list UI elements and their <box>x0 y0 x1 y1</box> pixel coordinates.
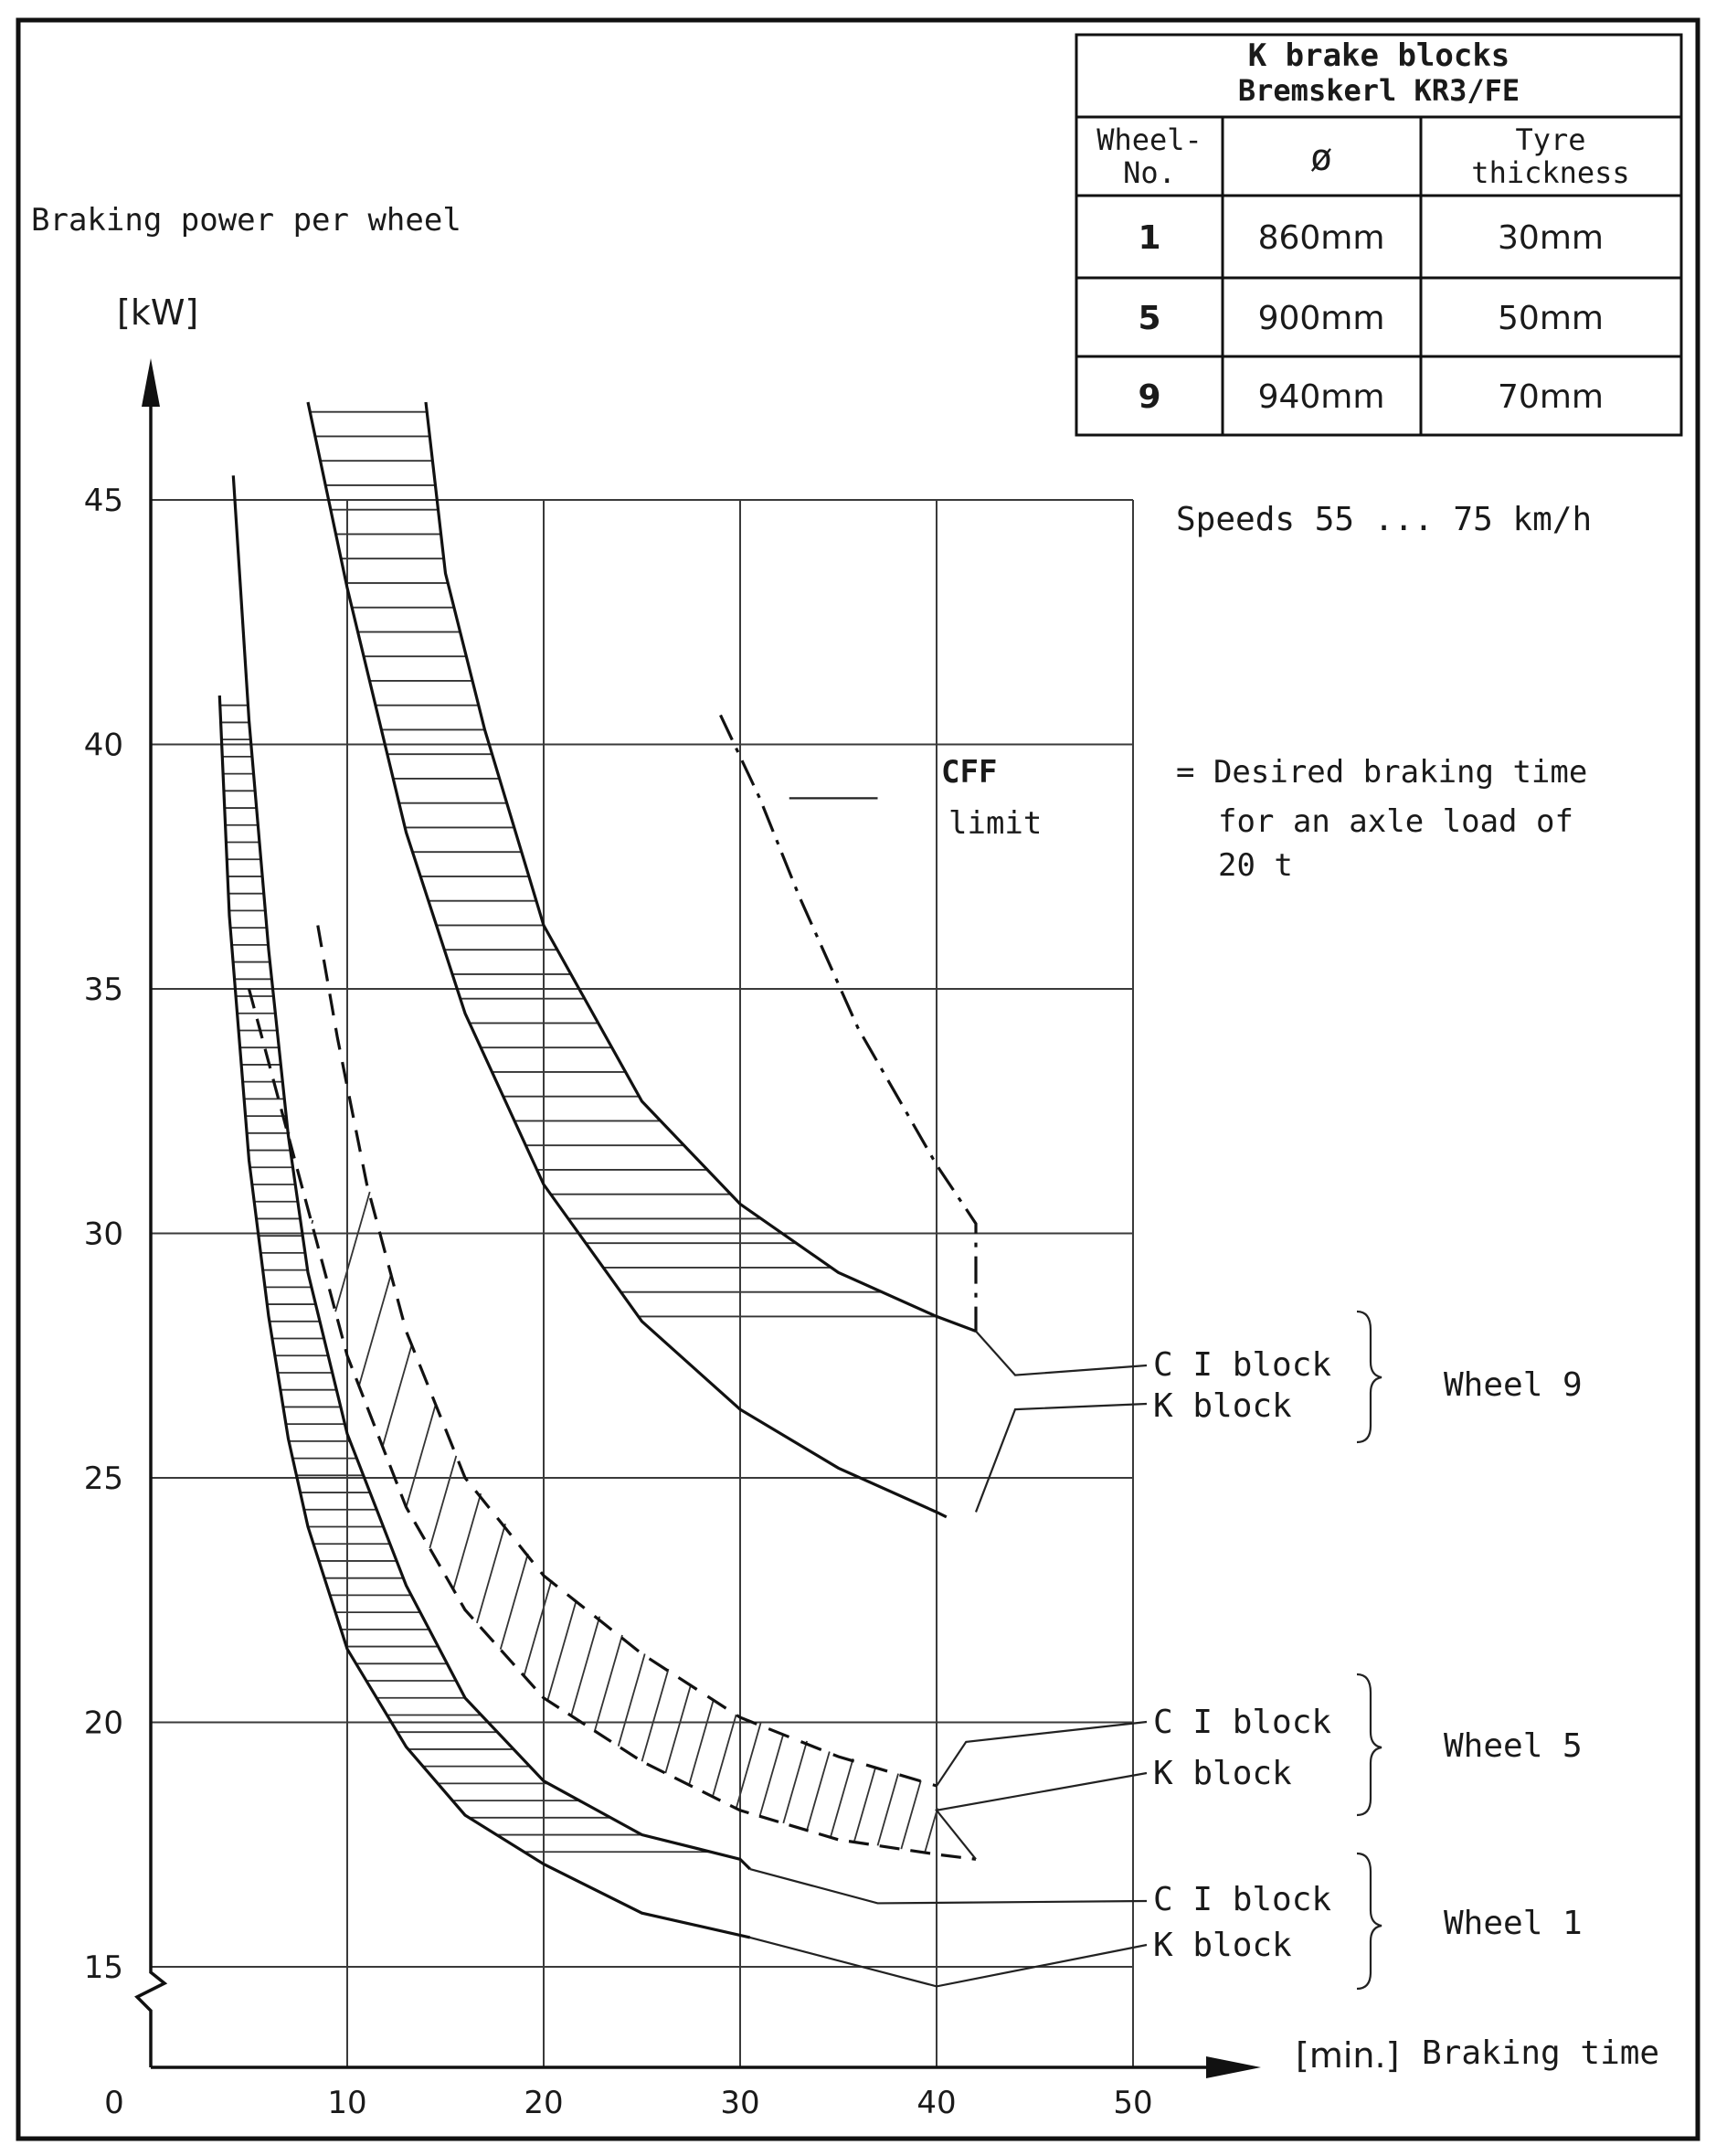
hatch-wheel5 <box>335 1192 370 1312</box>
hatch-wheel5 <box>429 1456 456 1548</box>
hatch-wheel5 <box>571 1617 599 1716</box>
hatch-wheel5 <box>783 1741 807 1823</box>
y-tick-label: 45 <box>83 483 123 519</box>
table-cell: 70mm <box>1498 378 1604 416</box>
wheel5-k-label: K block <box>1153 1755 1292 1792</box>
hatch-wheel5 <box>760 1734 784 1816</box>
cff-label-line2: limit <box>948 805 1043 842</box>
hatch-wheel5 <box>547 1601 576 1701</box>
y-tick-label: 35 <box>83 972 123 1008</box>
label-leader <box>976 1332 1147 1375</box>
y-tick-labels <box>84 483 123 1986</box>
speed-subtitle: Speeds 55 ... 75 km/h <box>1176 501 1593 538</box>
label-leader <box>750 1869 1147 1903</box>
note-line-3: 20 t <box>1218 847 1293 884</box>
x-tick-label: 50 <box>1113 2085 1153 2121</box>
curve-cff-limit <box>721 715 977 1331</box>
y-tick-label: 40 <box>83 727 123 764</box>
grid-layer <box>151 500 1133 2067</box>
table-cell: 860mm <box>1257 219 1385 257</box>
hatch-wheel5 <box>854 1767 876 1842</box>
x-tick-labels <box>104 2085 1152 2121</box>
y-tick-label: 30 <box>83 1216 123 1253</box>
curve-wheel5-k <box>249 989 977 1859</box>
header-tyre-2: thickness <box>1471 155 1630 190</box>
brace-wheel5 <box>1357 1674 1382 1815</box>
wheel5-label: Wheel 5 <box>1444 1727 1583 1765</box>
brace-wheel1 <box>1357 1853 1382 1989</box>
hatch-wheel5 <box>453 1493 481 1589</box>
y-axis-arrow <box>142 358 160 407</box>
table-title-2: Bremskerl KR3/FE <box>1237 73 1520 108</box>
label-leader <box>937 1722 1147 1786</box>
table-cell: 900mm <box>1257 300 1385 337</box>
y-tick-label: 15 <box>83 1949 123 1986</box>
hatch-wheel5 <box>477 1524 505 1623</box>
x-axis-unit: [min.] <box>1296 2035 1400 2076</box>
wheel9-k-label: K block <box>1153 1387 1292 1425</box>
hatch-wheel5 <box>524 1580 552 1676</box>
hatch-wheel5 <box>595 1635 622 1731</box>
x-axis-arrow <box>1206 2056 1261 2078</box>
cff-label-line1: CFF <box>941 754 998 791</box>
hatch-layer <box>220 412 937 1853</box>
hatch-wheel5 <box>383 1344 412 1446</box>
hatch-wheel5 <box>665 1684 691 1773</box>
y-tick-label: 20 <box>83 1705 123 1742</box>
label-leader <box>937 1773 1147 1859</box>
table-cell: 940mm <box>1257 378 1385 416</box>
table-cell: 50mm <box>1498 300 1604 337</box>
x-tick-label: 0 <box>104 2085 124 2121</box>
note-line-1: = Desired braking time <box>1176 754 1588 791</box>
table-cell: 30mm <box>1498 219 1604 257</box>
x-axis-title: Braking time <box>1422 2034 1660 2072</box>
hatch-wheel5 <box>878 1774 899 1846</box>
x-tick-label: 30 <box>720 2085 760 2121</box>
y-tick-label: 25 <box>83 1460 123 1497</box>
hatch-wheel5 <box>807 1751 830 1830</box>
brace-wheel9 <box>1357 1312 1382 1442</box>
outer-frame <box>18 20 1698 2139</box>
brake-block-table <box>1076 35 1681 435</box>
label-leader <box>976 1404 1147 1512</box>
hatch-wheel5 <box>619 1653 645 1746</box>
header-wheel-no-2: No. <box>1123 155 1176 190</box>
hatch-wheel5 <box>925 1808 937 1853</box>
hatch-wheel5 <box>407 1405 436 1507</box>
hatch-wheel5 <box>359 1273 391 1386</box>
header-wheel-no-1: Wheel- <box>1096 122 1202 157</box>
x-tick-label: 20 <box>524 2085 564 2121</box>
y-axis-line <box>137 384 164 2067</box>
wheel1-label: Wheel 1 <box>1444 1905 1583 1942</box>
hatch-wheel5 <box>501 1554 528 1650</box>
y-axis-unit: [kW] <box>117 292 199 333</box>
wheel9-label: Wheel 9 <box>1444 1366 1583 1404</box>
table-title-1: K brake blocks <box>1247 37 1510 74</box>
wheel1-ci-label: C I block <box>1153 1881 1332 1918</box>
hatch-wheel5 <box>831 1758 853 1837</box>
header-tyre-1: Tyre <box>1515 122 1586 157</box>
note-line-2: for an axle load of <box>1218 803 1573 840</box>
curve-wheel9-ci <box>426 402 976 1332</box>
wheel5-ci-label: C I block <box>1153 1704 1332 1741</box>
curve-labels <box>1153 1312 1583 1989</box>
table-cell: 9 <box>1138 378 1161 416</box>
x-tick-label: 10 <box>327 2085 367 2121</box>
wheel9-ci-label: C I block <box>1153 1346 1332 1384</box>
wheel1-k-label: K block <box>1153 1927 1292 1964</box>
curve-wheel9-k <box>308 402 947 1517</box>
y-axis-title: Braking power per wheel <box>31 202 461 239</box>
leader-layer <box>750 1332 1147 1987</box>
header-diameter: ø <box>1309 137 1333 179</box>
hatch-wheel5 <box>713 1715 736 1797</box>
hatch-wheel5 <box>689 1699 714 1785</box>
label-leader <box>750 1938 1147 1987</box>
curve-wheel1-ci <box>233 475 750 1869</box>
hatch-wheel5 <box>642 1669 669 1761</box>
table-cell: 5 <box>1138 300 1161 337</box>
hatch-wheel5 <box>901 1780 921 1849</box>
curve-wheel5-ci <box>318 926 937 1787</box>
x-tick-label: 40 <box>916 2085 957 2121</box>
table-cell: 1 <box>1138 219 1161 257</box>
